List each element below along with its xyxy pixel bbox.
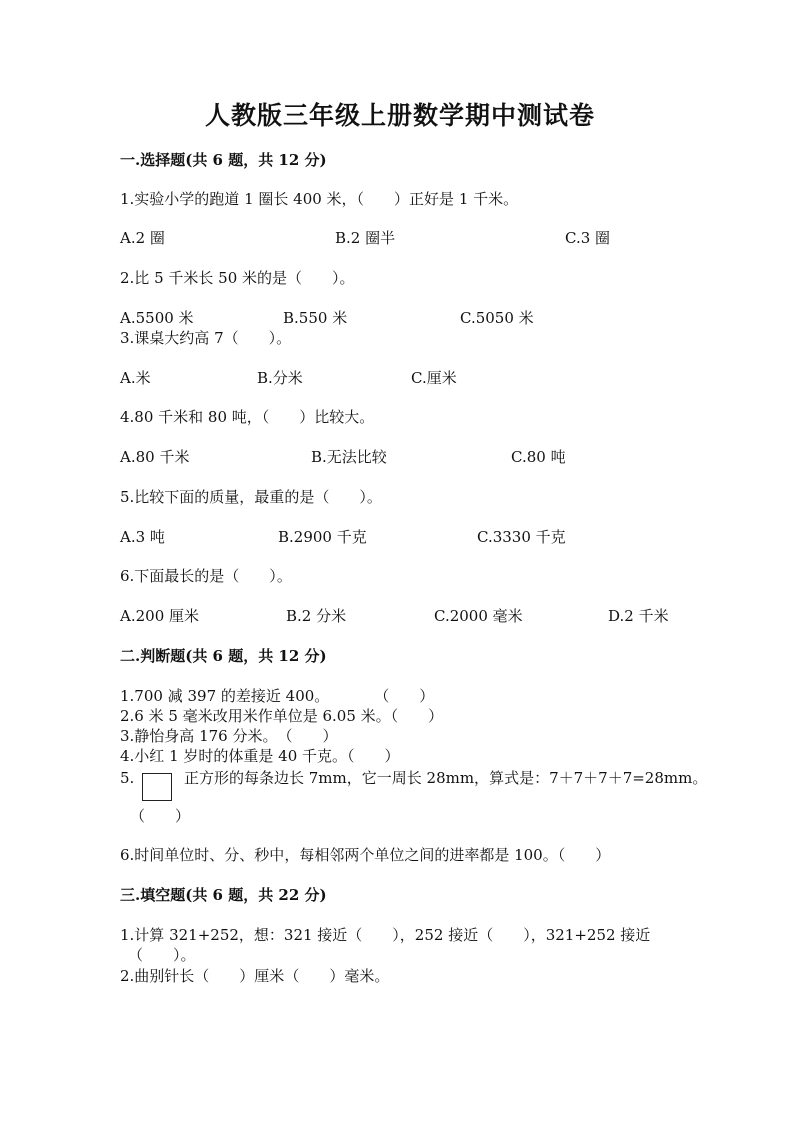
judge-item: 1.700 减 397 的差接近 400。 （ ）: [120, 687, 435, 705]
fill-item-continued: （ ）。: [128, 946, 196, 964]
judge-item: 2.6 米 5 毫米改用米作单位是 6.05 米。（ ）: [120, 707, 444, 725]
option: A.80 千米: [120, 448, 190, 466]
option: B.550 米: [283, 309, 348, 327]
option: A.3 吨: [120, 528, 165, 546]
judge-item: 6.时间单位时、分、秒中，每相邻两个单位之间的进率都是 100。（ ）: [120, 846, 611, 864]
question-stem: 2.比 5 千米长 50 米的是（ ）。: [120, 269, 355, 287]
option: C.3330 千克: [477, 528, 566, 546]
option: C.3 圈: [565, 229, 611, 247]
fill-item: 2.曲别针长（ ）厘米（ ）毫米。: [120, 967, 390, 985]
question-stem: 6.下面最长的是（ ）。: [120, 567, 292, 585]
square-figure: [142, 773, 172, 801]
page-title: 人教版三年级上册数学期中测试卷: [204, 101, 595, 130]
option: B.无法比较: [311, 448, 387, 466]
question-stem: 4.80 千米和 80 吨，（ ）比较大。: [120, 408, 375, 426]
option: D.2 千米: [608, 607, 669, 625]
judge-item-text: 正方形的每条边长 7mm，它一周长 28mm，算式是：7＋7＋7＋7=28mm。: [184, 769, 708, 787]
option: B.2900 千克: [278, 528, 367, 546]
option: A.5500 米: [120, 309, 194, 327]
option: C.厘米: [411, 369, 457, 387]
judge-item-number: 5.: [120, 769, 135, 787]
option: A.米: [120, 369, 151, 387]
judge-item: 3.静怡身高 176 分米。 （ ）: [120, 727, 338, 745]
section-heading-fill: 三.填空题(共 6 题，共 22 分): [120, 886, 327, 904]
option: B.2 圈半: [335, 229, 396, 247]
judge-item: 4.小红 1 岁时的体重是 40 千克。（ ）: [120, 747, 400, 765]
option: C.2000 毫米: [434, 607, 523, 625]
fill-item: 1.计算 321+252，想：321 接近（ ），252 接近（ ），321+252 接近: [120, 926, 651, 944]
question-stem: 3.课桌大约高 7（ ）。: [120, 329, 292, 347]
question-stem: 1.实验小学的跑道 1 圈长 400 米，（ ）正好是 1 千米。: [120, 190, 519, 208]
option: B.2 分米: [286, 607, 347, 625]
option: C.5050 米: [460, 309, 534, 327]
section-heading-judge: 二.判断题(共 6 题，共 12 分): [120, 647, 327, 665]
question-stem: 5.比较下面的质量，最重的是（ ）。: [120, 488, 382, 506]
answer-parentheses: （ ）: [130, 807, 191, 825]
option: B.分米: [257, 369, 303, 387]
option: A.2 圈: [120, 229, 165, 247]
option: A.200 厘米: [120, 607, 199, 625]
section-heading-choice: 一.选择题(共 6 题，共 12 分): [120, 151, 327, 169]
option: C.80 吨: [511, 448, 566, 466]
